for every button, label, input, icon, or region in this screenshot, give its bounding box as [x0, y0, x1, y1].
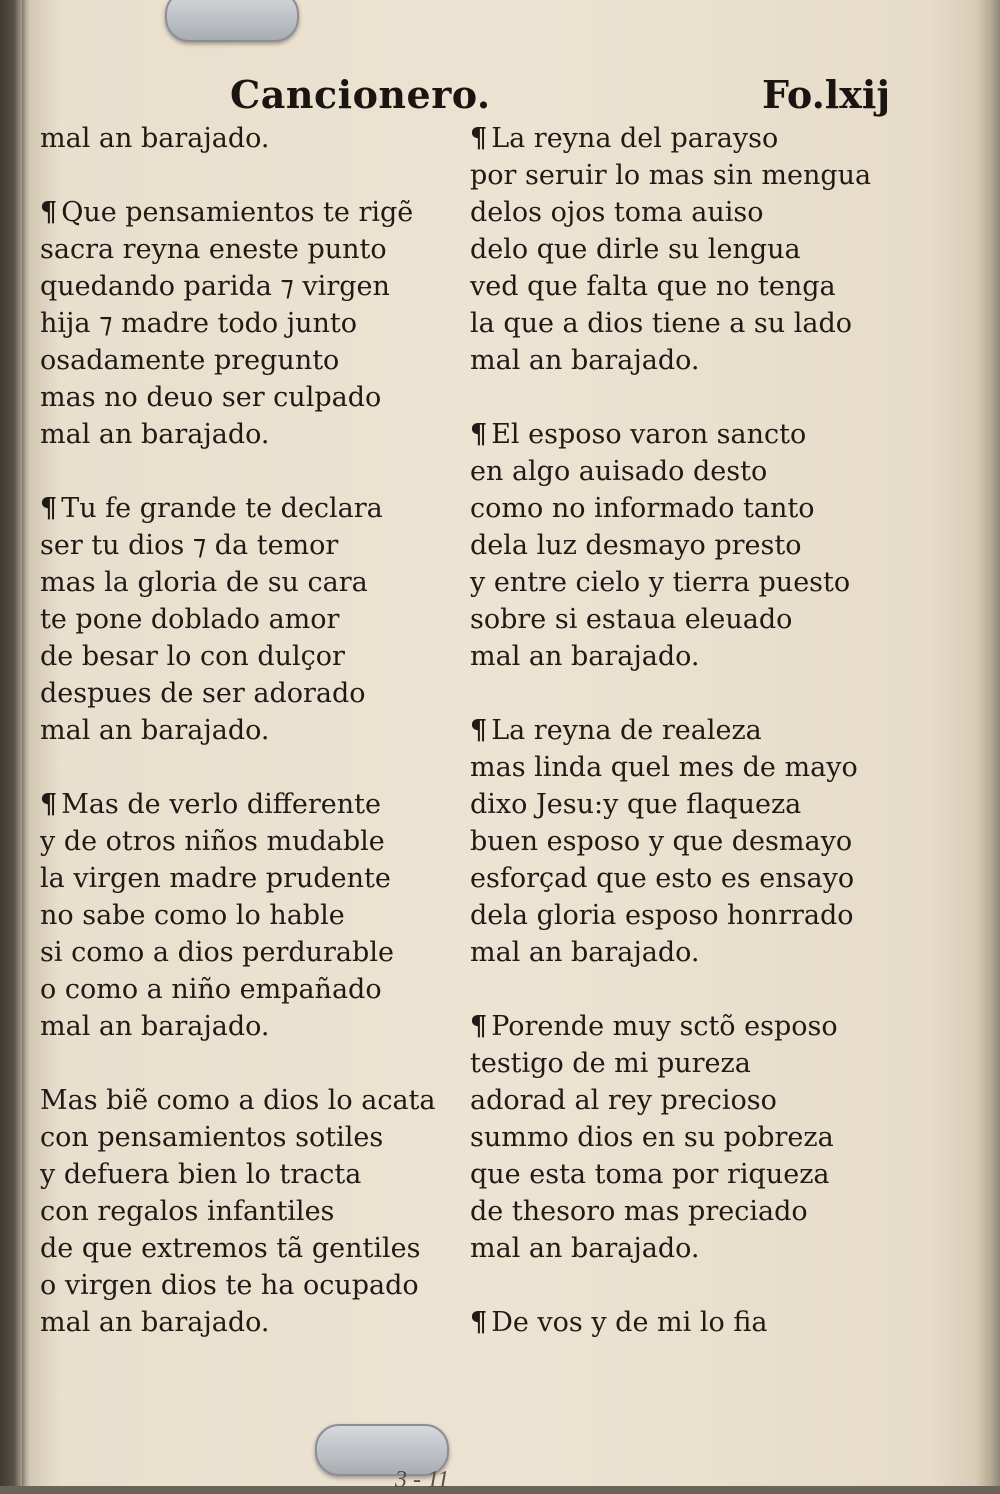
pilcrow-mark: ¶ [470, 123, 488, 154]
verse-line [40, 1119, 480, 1156]
verse-text: que esta toma por riqueza [470, 1159, 830, 1190]
verse-line [40, 120, 480, 157]
verse-text: mal an barajado. [40, 1011, 270, 1042]
verse-line [40, 1193, 480, 1230]
stanza [470, 712, 910, 971]
verse-text: mal an barajado. [470, 641, 700, 672]
verse-line [470, 564, 910, 601]
pilcrow-mark: ¶ [470, 715, 488, 746]
verse-line [40, 1230, 480, 1267]
verse-text: buen esposo y que desmayo [470, 826, 853, 857]
verse-line [40, 897, 480, 934]
verse-text: El esposo varon sancto [491, 419, 807, 450]
verse-line [470, 1045, 910, 1082]
verse-text: por seruir lo mas sin mengua [470, 160, 872, 191]
verse-line [40, 1156, 480, 1193]
verse-text: adorad al rey precioso [470, 1085, 777, 1116]
verse-line [470, 934, 910, 971]
verse-line [40, 342, 480, 379]
verse-text: hija ⁊ madre todo junto [40, 308, 358, 339]
verse-line [40, 194, 480, 231]
verse-line [40, 268, 480, 305]
verse-line [40, 1267, 480, 1304]
verse-line [470, 527, 910, 564]
verse-line [40, 860, 480, 897]
verse-line [470, 601, 910, 638]
verse-line [470, 1304, 910, 1341]
verse-text: ser tu dios ⁊ da temor [40, 530, 339, 561]
verse-text: Tu fe grande te declara [61, 493, 383, 524]
verse-text: si como a dios perdurable [40, 937, 394, 968]
verse-line [40, 971, 480, 1008]
verse-text: Que pensamientos te rigẽ [61, 197, 414, 228]
verse-text: osadamente pregunto [40, 345, 340, 376]
verse-line [40, 675, 480, 712]
stanza [40, 490, 480, 749]
verse-text: mal an barajado. [470, 345, 700, 376]
verse-text: mas no deuo ser culpado [40, 382, 382, 413]
page-gutter-shadow [22, 0, 30, 1486]
verse-line [40, 490, 480, 527]
verse-line [40, 1008, 480, 1045]
pilcrow-mark: ¶ [470, 1011, 488, 1042]
stanza [40, 194, 480, 453]
stanza [470, 1008, 910, 1267]
verse-line [470, 453, 910, 490]
verse-line [470, 897, 910, 934]
verse-line [40, 527, 480, 564]
left-text-column [40, 120, 480, 1378]
verse-text: mas la gloria de su cara [40, 567, 368, 598]
verse-text: Mas biẽ como a dios lo acata [40, 1085, 436, 1116]
verse-text: y defuera bien lo tracta [40, 1159, 362, 1190]
verse-text: testigo de mi pureza [470, 1048, 751, 1079]
verse-line [470, 157, 910, 194]
verse-text: o virgen dios te ha ocupado [40, 1270, 419, 1301]
pilcrow-mark: ¶ [470, 419, 488, 450]
verse-text: como no informado tanto [470, 493, 815, 524]
verse-line [470, 1008, 910, 1045]
verse-text: quedando parida ⁊ virgen [40, 271, 390, 302]
verse-line [470, 638, 910, 675]
verse-line [40, 1304, 480, 1341]
verse-line [470, 231, 910, 268]
verse-line [40, 416, 480, 453]
verse-text: mal an barajado. [470, 1233, 700, 1264]
verse-line [470, 120, 910, 157]
verse-text: dela luz desmayo presto [470, 530, 802, 561]
pilcrow-mark: ¶ [40, 197, 58, 228]
verse-line [40, 638, 480, 675]
verse-line [40, 231, 480, 268]
verse-text: de thesoro mas preciado [470, 1196, 808, 1227]
verse-line [40, 1082, 480, 1119]
verse-line [470, 786, 910, 823]
book-clip-top [165, 0, 299, 42]
stanza [40, 786, 480, 1045]
verse-text: y de otros niños mudable [40, 826, 385, 857]
page-header [0, 72, 1000, 122]
verse-text: esforçad que esto es ensayo [470, 863, 855, 894]
verse-text: sacra reyna eneste punto [40, 234, 387, 265]
verse-line [40, 379, 480, 416]
verse-text: De vos y de mi lo fia [491, 1307, 768, 1338]
verse-line [470, 823, 910, 860]
verse-text: de besar lo con dulçor [40, 641, 345, 672]
verse-line [470, 194, 910, 231]
verse-text: sobre si estaua eleuado [470, 604, 793, 635]
verse-text: o como a niño empañado [40, 974, 382, 1005]
verse-text: delos ojos toma auiso [470, 197, 764, 228]
verse-line [470, 1230, 910, 1267]
verse-line [470, 490, 910, 527]
verse-line [470, 1156, 910, 1193]
verse-line [470, 1119, 910, 1156]
verse-text: mal an barajado. [40, 715, 270, 746]
pilcrow-mark: ¶ [40, 789, 58, 820]
verse-line [40, 786, 480, 823]
stanza [470, 120, 910, 379]
pilcrow-mark: ¶ [40, 493, 58, 524]
verse-text: dixo Jesu:y que flaqueza [470, 789, 802, 820]
verse-text: ved que falta que no tenga [470, 271, 836, 302]
verse-text: con pensamientos sotiles [40, 1122, 384, 1153]
verse-text: mal an barajado. [40, 1307, 270, 1338]
verse-text: mal an barajado. [40, 419, 270, 450]
stanza [470, 416, 910, 675]
running-title: Cancionero. [230, 72, 491, 117]
verse-line [40, 601, 480, 638]
verse-line [470, 712, 910, 749]
pilcrow-mark: ¶ [470, 1307, 488, 1338]
verse-text: la que a dios tiene a su lado [470, 308, 853, 339]
verse-line [470, 416, 910, 453]
verse-text: Porende muy sctõ esposo [491, 1011, 838, 1042]
stanza [40, 120, 480, 157]
verse-text: Mas de verlo differente [61, 789, 382, 820]
shelfmark: 3 - 11 [395, 1467, 450, 1493]
verse-line [470, 1193, 910, 1230]
verse-text: y entre cielo y tierra puesto [470, 567, 851, 598]
verse-text: te pone doblado amor [40, 604, 340, 635]
verse-line [40, 823, 480, 860]
verse-text: en algo auisado desto [470, 456, 768, 487]
right-text-column [470, 120, 910, 1378]
folio-number: Fo.lxij [762, 72, 891, 117]
verse-text: no sabe como lo hable [40, 900, 345, 931]
verse-line [470, 268, 910, 305]
verse-line [40, 712, 480, 749]
verse-text: con regalos infantiles [40, 1196, 335, 1227]
verse-text: La reyna del parayso [491, 123, 779, 154]
verse-line [470, 860, 910, 897]
verse-line [40, 564, 480, 601]
verse-line [470, 1082, 910, 1119]
verse-text: dela gloria esposo honrrado [470, 900, 854, 931]
verse-text: summo dios en su pobreza [470, 1122, 834, 1153]
verse-text: de que extremos tã gentiles [40, 1233, 421, 1264]
verse-line [470, 305, 910, 342]
verse-line [470, 342, 910, 379]
verse-text: la virgen madre prudente [40, 863, 391, 894]
verse-text: La reyna de realeza [491, 715, 762, 746]
verse-line [40, 305, 480, 342]
verse-text: mal an barajado. [470, 937, 700, 968]
stanza [40, 1082, 480, 1341]
verse-text: delo que dirle su lengua [470, 234, 801, 265]
verse-line [40, 934, 480, 971]
stanza [470, 1304, 910, 1341]
verse-text: despues de ser adorado [40, 678, 366, 709]
verse-text: mas linda quel mes de mayo [470, 752, 858, 783]
verse-line [470, 749, 910, 786]
verse-text: mal an barajado. [40, 123, 270, 154]
